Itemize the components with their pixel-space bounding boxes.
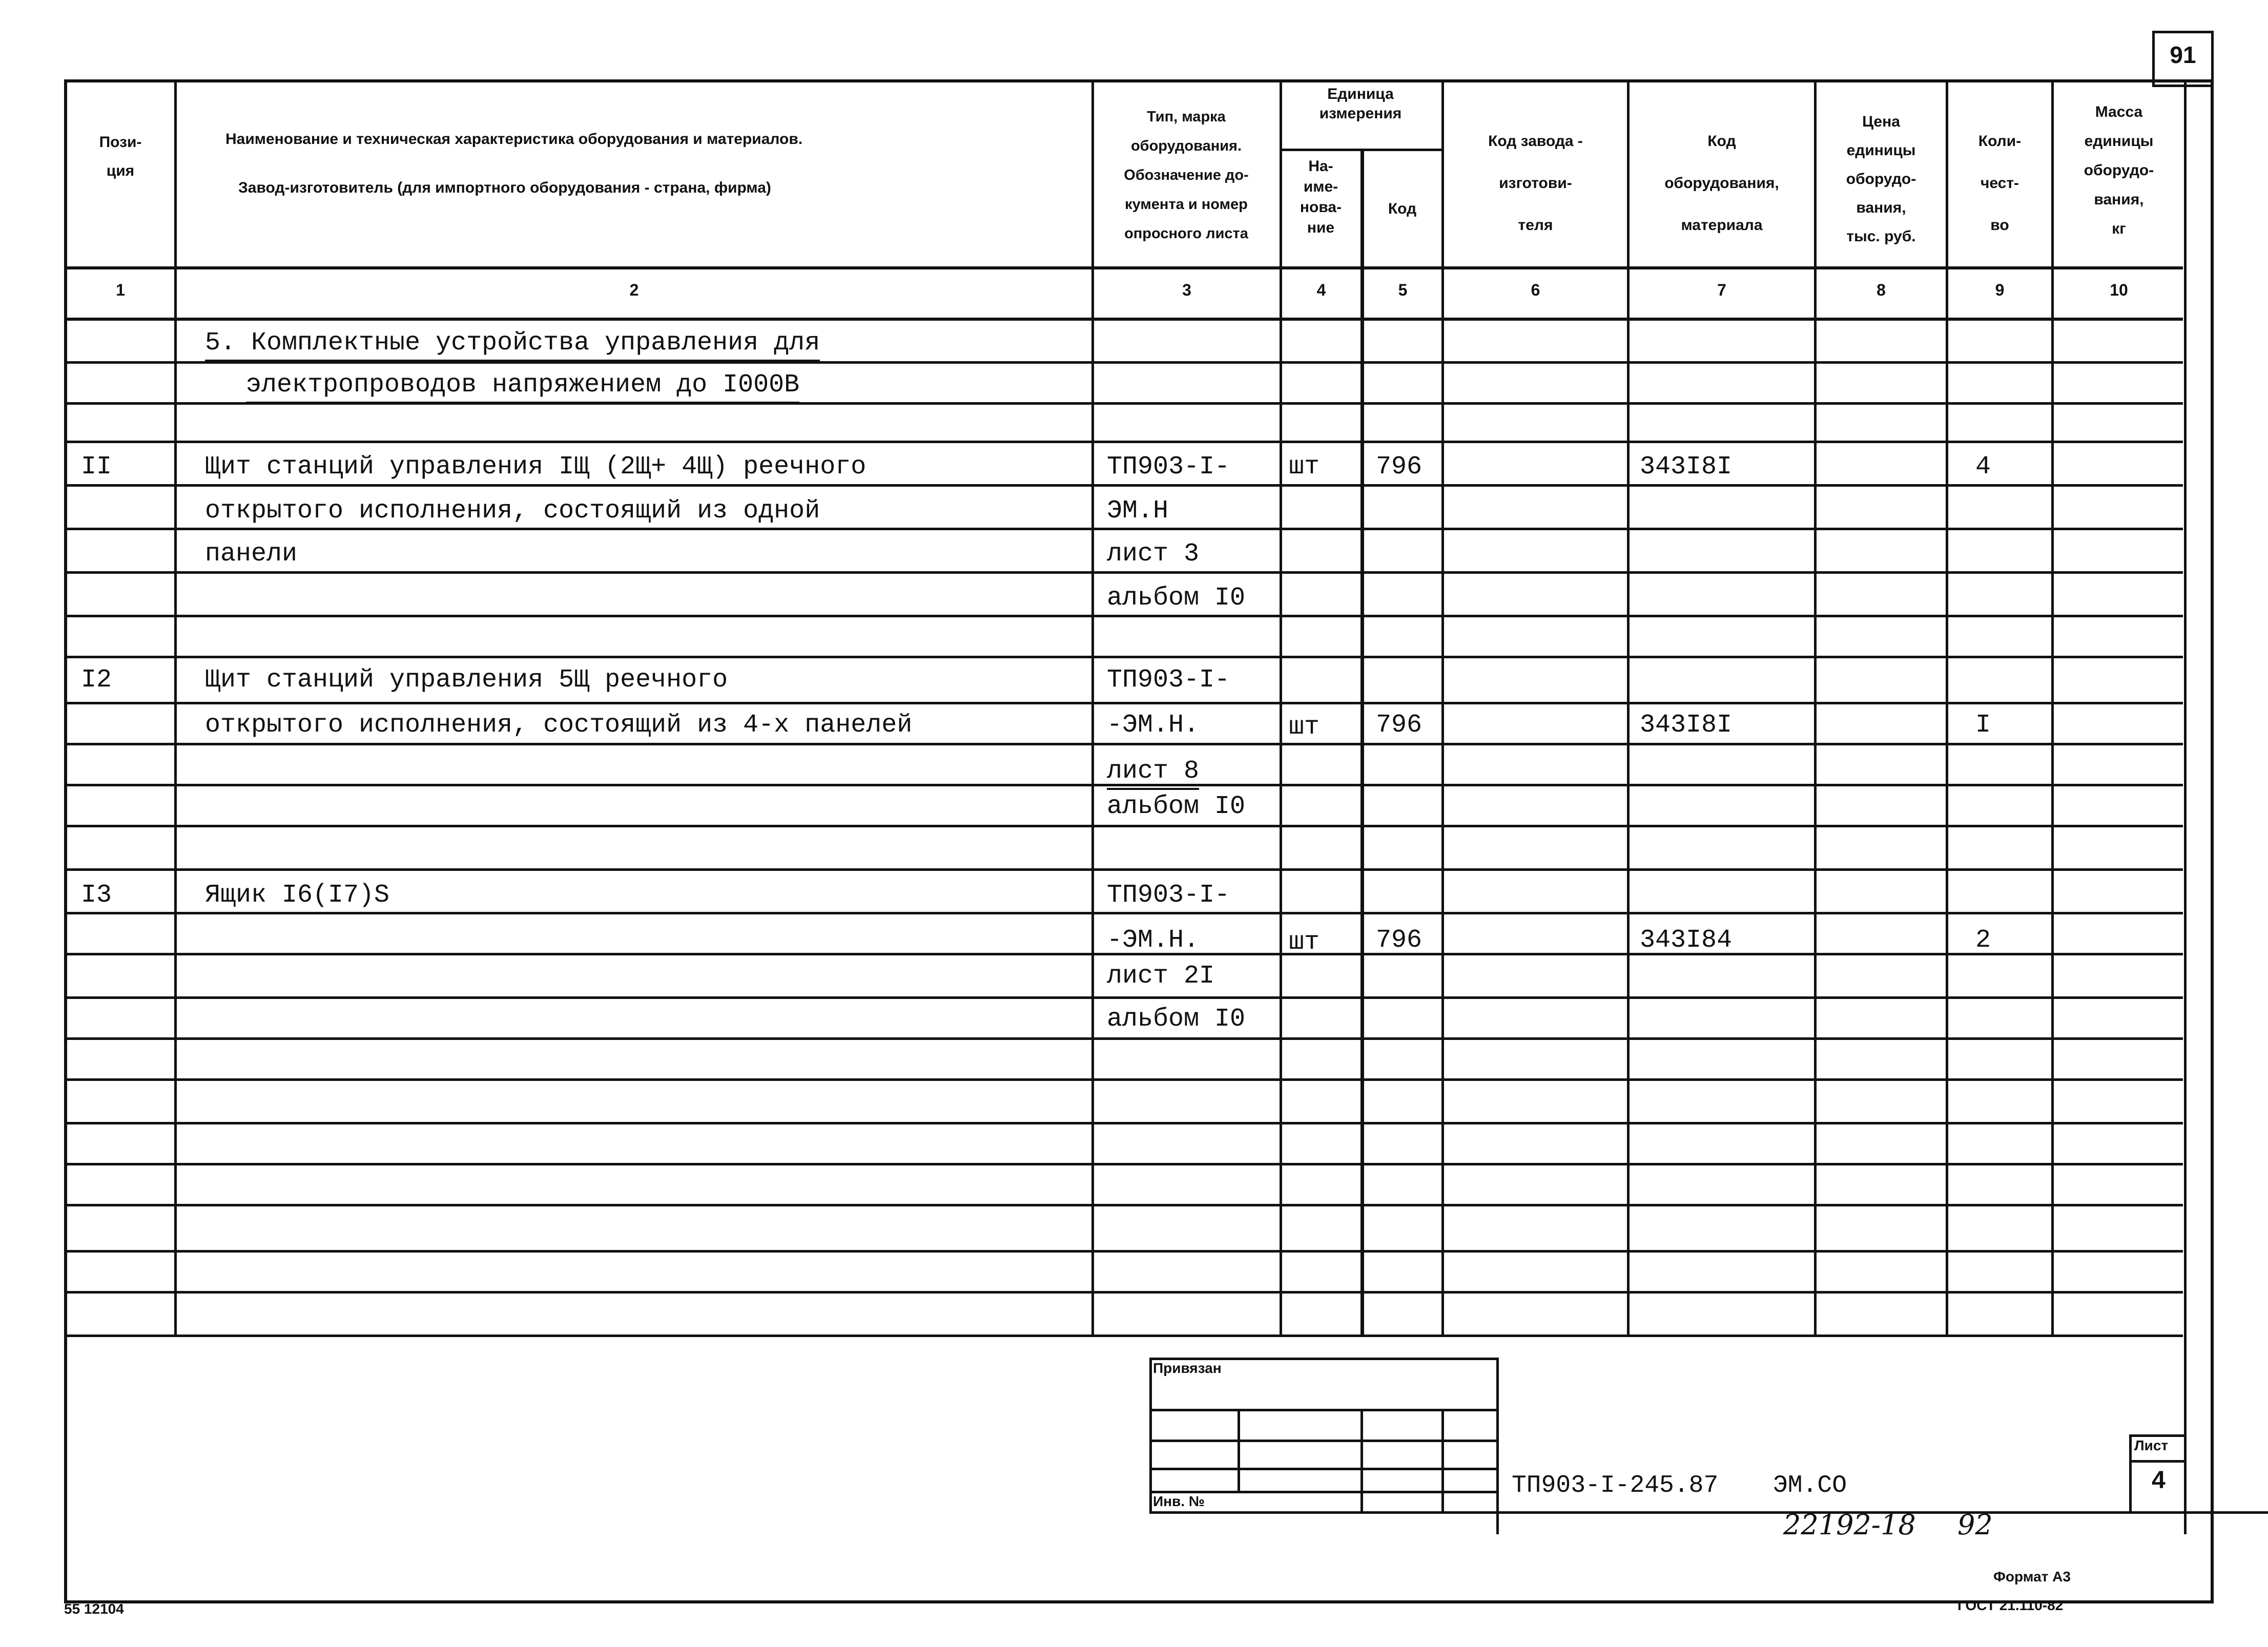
item-doc-line: ЭМ.Н: [1107, 496, 1169, 526]
stamp-left: [1149, 1358, 1152, 1511]
item-doc-line: ТП903-I-: [1107, 881, 1230, 910]
grid-row-line: [67, 702, 2183, 704]
col-line-7: [1814, 79, 1817, 1337]
col-number-2: 2: [629, 281, 639, 299]
col-number-9: 9: [1995, 281, 2005, 299]
stamp-inv-label: Инв. №: [1153, 1493, 1205, 1509]
grid-row-line: [67, 996, 2183, 999]
col-line-2: [1091, 79, 1094, 1337]
item-name-line: панели: [205, 539, 298, 569]
item-quantity: I: [1975, 711, 1991, 740]
item-doc-line: -ЭМ.Н.: [1107, 711, 1200, 740]
sheet-box-top: [2129, 1434, 2185, 1437]
grid-row-line: [67, 1335, 2183, 1337]
grid-row-line: [67, 1163, 2183, 1165]
item-unit-code: 796: [1376, 452, 1422, 482]
col-number-8: 8: [1877, 281, 1886, 299]
stamp-designation: ТП903-I-245.87: [1512, 1472, 1719, 1499]
grid-row-line: [67, 1037, 2183, 1040]
item-equipment-code: 343I84: [1640, 926, 1733, 955]
grid-row-line: [67, 571, 2183, 574]
stamp-privyazan-label: Привязан: [1153, 1360, 1222, 1376]
handwritten-page: 92: [1957, 1509, 1993, 1541]
item-doc-line: лист 2I: [1107, 962, 1215, 991]
stamp-col: [1360, 1409, 1363, 1511]
item-quantity: 4: [1975, 452, 1991, 482]
grid-row-line: [67, 1122, 2183, 1124]
handwritten-number: 22192-18: [1783, 1509, 1916, 1541]
col-line-5: [1441, 79, 1444, 1337]
header-type-doc: Тип, марка оборудования. Обозначение до- кумента и номер опросного листа: [1124, 109, 1249, 242]
grid-row-line: [67, 318, 2183, 321]
header-quantity: Коли- чест- во: [1978, 133, 2022, 234]
item-unit-code: 796: [1376, 711, 1422, 740]
grid-row-line: [67, 1250, 2183, 1253]
item-name-line: открытого исполнения, состоящий из одной: [205, 496, 820, 526]
col-number-4: 4: [1316, 281, 1326, 299]
item-doc-line: альбом I0: [1107, 1005, 1246, 1034]
item-unit-code: 796: [1376, 926, 1422, 955]
col-number-6: 6: [1531, 281, 1540, 299]
grid-row-line: [67, 1078, 2183, 1081]
stamp-line: [1149, 1440, 1498, 1442]
item-position: I2: [81, 665, 112, 695]
stamp-right: [1496, 1358, 1499, 1534]
col-line-9: [2051, 79, 2054, 1337]
item-unit: шт: [1289, 928, 1320, 957]
col-number-1: 1: [116, 281, 125, 299]
col-line-6: [1627, 79, 1630, 1337]
item-doc-line: ТП903-I-: [1107, 665, 1230, 695]
col-number-7: 7: [1717, 281, 1726, 299]
footer-format: Формат А3: [1993, 1569, 2071, 1585]
header-mass: Масса единицы оборудо- вания, кг: [2084, 103, 2154, 237]
stamp-line: [1149, 1468, 1498, 1470]
header-unit-group: Единица измерения: [1319, 86, 1402, 122]
col-number-3: 3: [1182, 281, 1191, 299]
frame-right-inner: [2184, 79, 2187, 1534]
stamp-line: [1149, 1409, 1498, 1411]
grid-row-line: [67, 656, 2183, 658]
stamp-line: [1149, 1511, 2268, 1514]
col-line-1: [174, 79, 177, 1337]
item-doc-line: лист 3: [1107, 539, 1200, 569]
grid-row-line: [67, 441, 2183, 443]
stamp-col: [1238, 1409, 1240, 1491]
col-line-3: [1280, 79, 1282, 1337]
unit-group-divider: [1280, 149, 1441, 151]
footer-gost: ГОСТ 21.110-82: [1957, 1597, 2064, 1613]
header-name-line1: Наименование и техническая характеристика оборудования и материалов.: [225, 131, 803, 148]
item-doc-line: ТП903-I-: [1107, 452, 1230, 482]
grid-row-line: [67, 743, 2183, 745]
header-unit-code: Код: [1388, 200, 1417, 217]
item-unit: шт: [1289, 452, 1320, 482]
sheet-box-mid: [2129, 1460, 2185, 1463]
col-number-5: 5: [1398, 281, 1408, 299]
item-position: I3: [81, 881, 112, 910]
col-line-8: [1946, 79, 1948, 1337]
header-position: Пози- ция: [99, 134, 142, 179]
item-name-line: Щит станций управления 5Щ реечного: [205, 665, 728, 695]
col-line-4: [1360, 149, 1364, 1337]
stamp-doc-code: ЭМ.СО: [1773, 1472, 1847, 1499]
grid-row-line: [67, 1204, 2183, 1206]
grid-row-line: [67, 825, 2183, 827]
grid-row-line: [67, 266, 2183, 269]
stamp-col: [1441, 1409, 1444, 1511]
item-quantity: 2: [1975, 926, 1991, 955]
header-name-line2: Завод-изготовитель (для импортного оборудования - страна, фирма): [238, 179, 771, 196]
grid-row-line: [67, 868, 2183, 871]
section-title-line1: 5. Комплектные устройства управления для: [205, 328, 820, 362]
item-equipment-code: 343I8I: [1640, 452, 1733, 482]
item-unit: шт: [1289, 713, 1320, 742]
grid-row-line: [67, 1291, 2183, 1294]
item-doc-line: альбом I0: [1107, 583, 1245, 617]
grid-row-line: [67, 912, 2183, 914]
header-unit-name: На- име- нова- ние: [1300, 158, 1342, 236]
header-factory-code: Код завода - изготови- теля: [1488, 133, 1583, 234]
header-price: Цена единицы оборудо- вания, тыс. руб.: [1846, 113, 1916, 245]
sheet-number: 4: [2152, 1467, 2166, 1494]
item-name-line: Щит станций управления IЩ (2Щ+ 4Щ) реечного: [205, 452, 867, 482]
page-number: 91: [2170, 41, 2196, 68]
item-name-line: открытого исполнения, состоящий из 4-х панелей: [205, 711, 913, 740]
item-equipment-code: 343I8I: [1640, 711, 1733, 740]
sheet-label: Лист: [2134, 1437, 2169, 1453]
footer-left-code: 55 12104: [64, 1601, 124, 1617]
item-doc-line: лист 8: [1107, 756, 1199, 790]
item-name-line: Ящик I6(I7)S: [205, 881, 390, 910]
grid-row-line: [67, 528, 2183, 530]
header-equipment-code: Код оборудования, материала: [1664, 133, 1779, 234]
section-title-line2: электропроводов напряжением до I000В: [246, 370, 799, 404]
item-position: II: [81, 452, 112, 482]
item-doc-line: альбом I0: [1107, 792, 1246, 821]
grid-row-line: [67, 484, 2183, 487]
col-number-10: 10: [2110, 281, 2128, 299]
item-doc-line: -ЭМ.Н.: [1107, 926, 1200, 955]
sheet-frame: [64, 79, 2214, 1603]
